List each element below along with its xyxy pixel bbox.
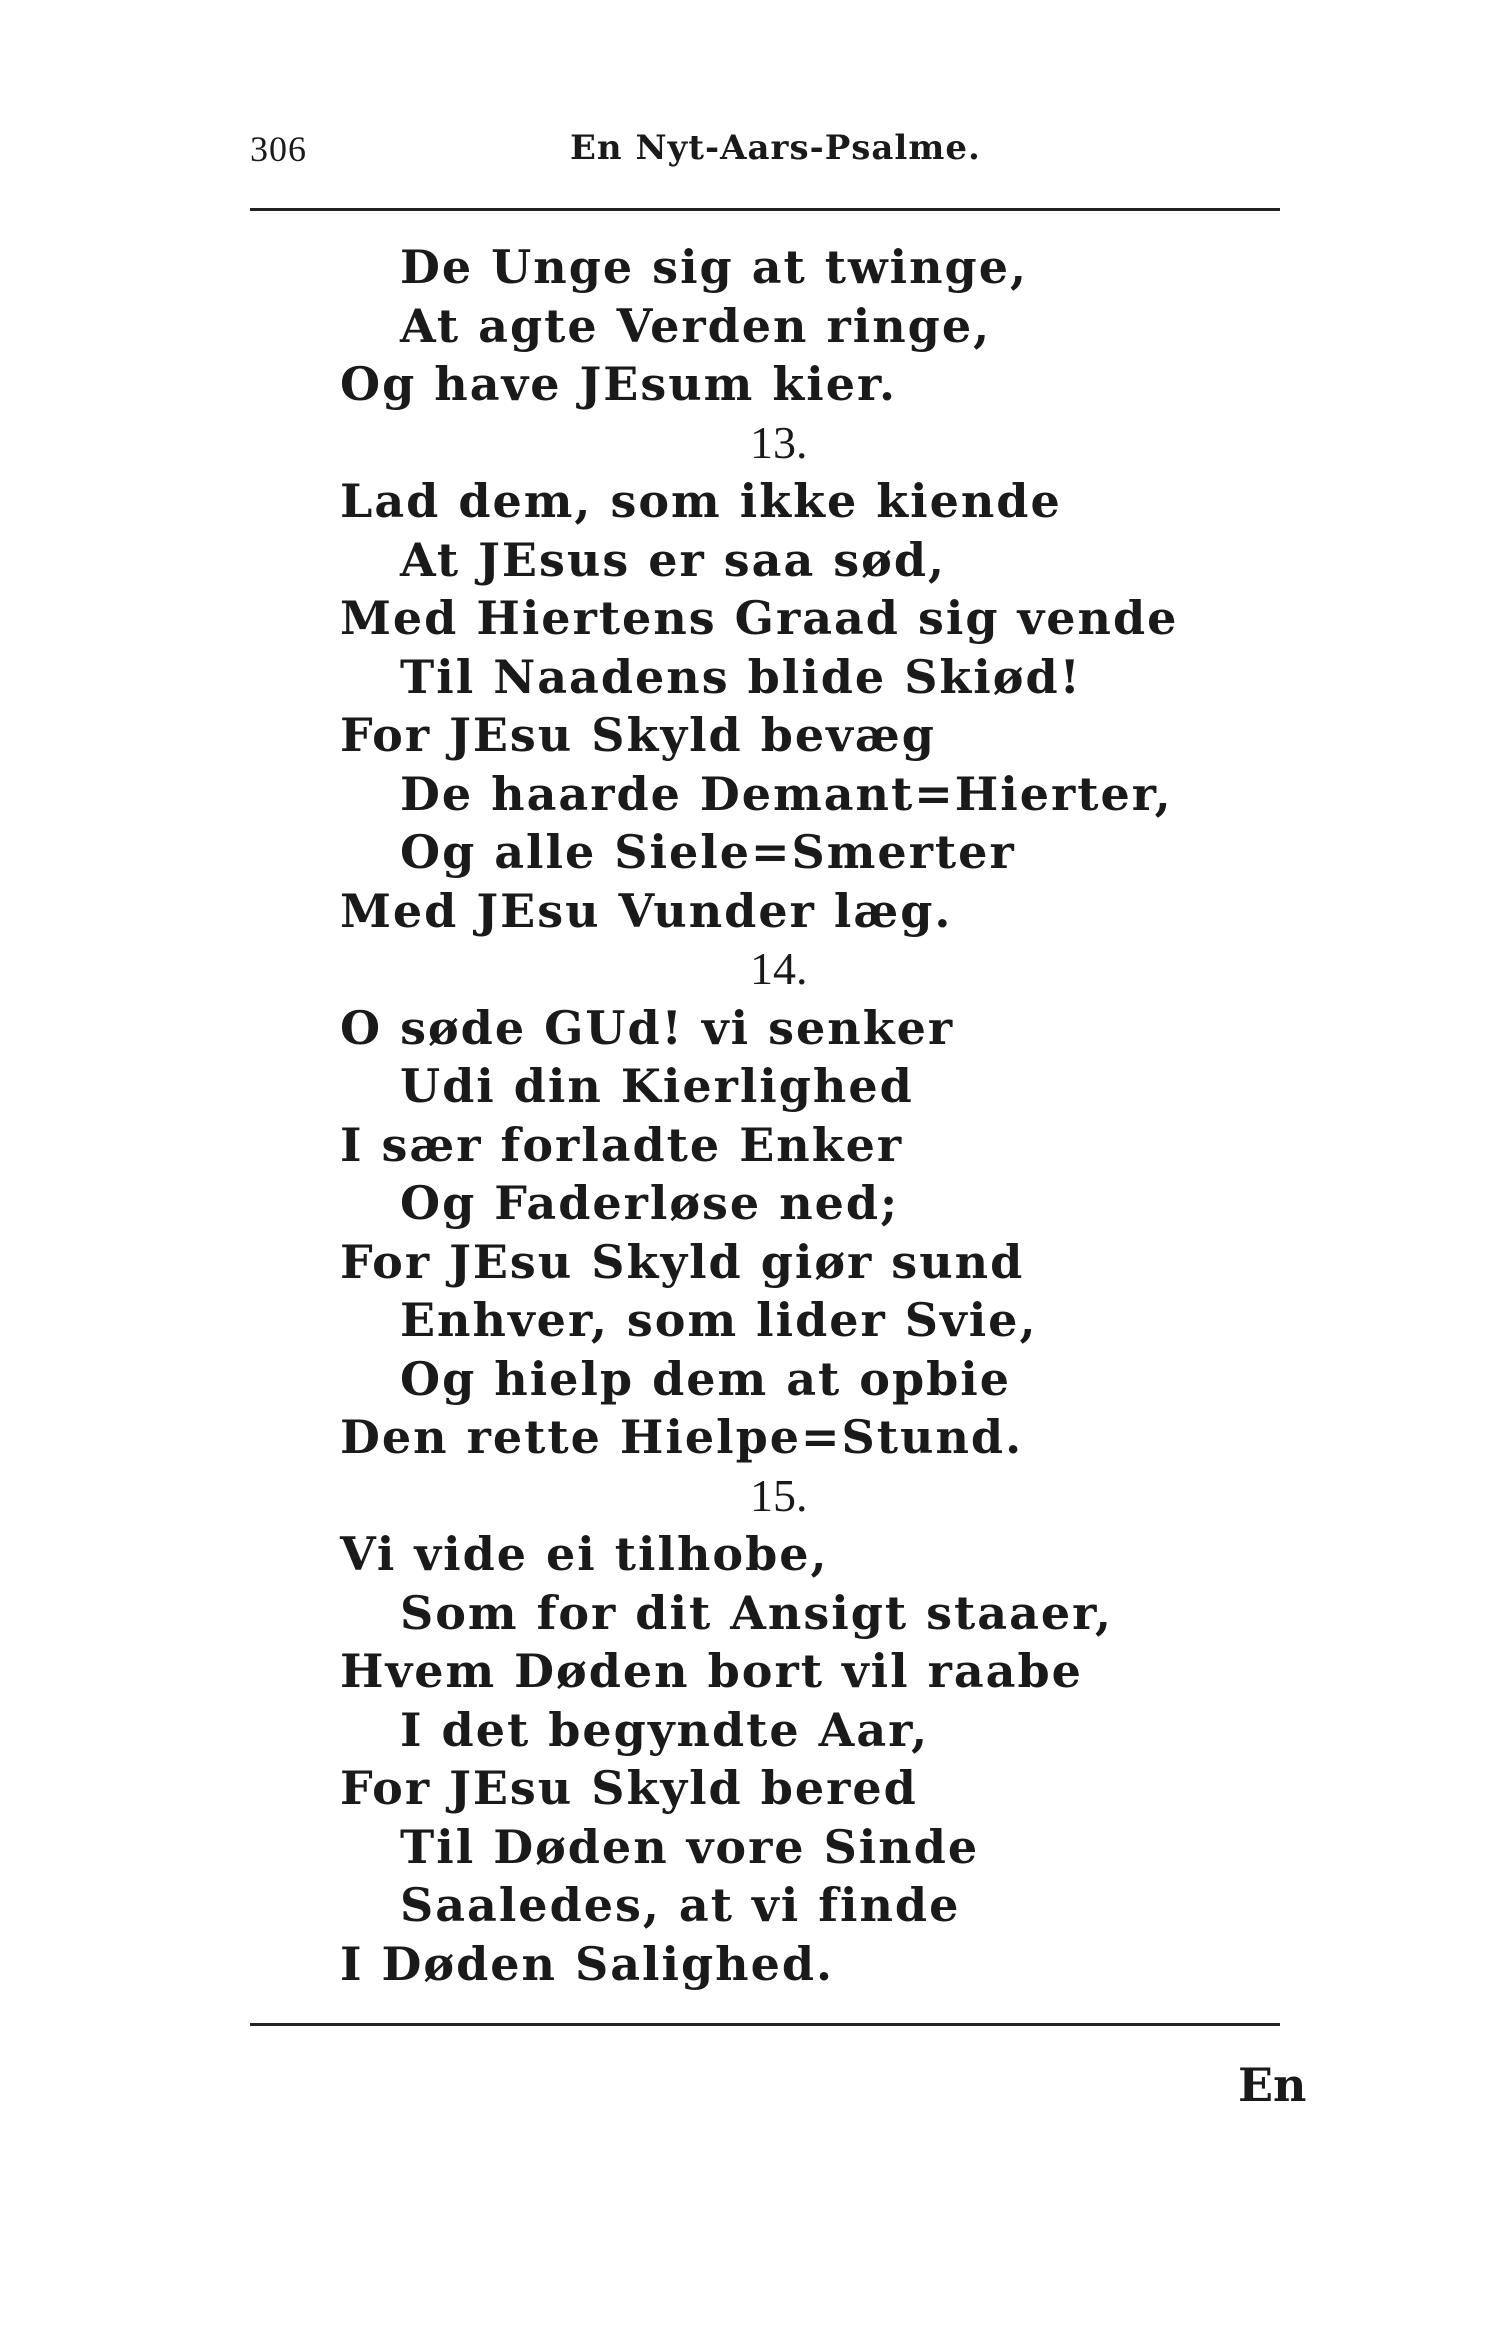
verse-line: For JEsu Skyld bevæg [340,708,936,762]
verse-line: De haarde Demant=Hierter, [400,766,1173,821]
verse-line: Lad dem, som ikke kiende [340,474,1062,528]
verse-line: Hvem Døden bort vil raabe [340,1644,1083,1698]
catchword: En [1238,2058,1307,2112]
verse-line: Og hielp dem at opbie [400,1351,1012,1406]
verse-line: Og alle Siele=Smerter [400,825,1016,879]
verse-line: Til Døden vore Sinde [400,1819,980,1874]
stanza-number: 14. [750,943,808,994]
verse-line: Med JEsu Vunder læg. [340,883,953,938]
verse-line: Vi vide ei tilhobe, [340,1527,829,1581]
running-title: En Nyt-Aars-Psalme. [570,128,981,168]
verse-line: O søde GUd! vi senker [340,1000,955,1055]
verse-line: Med Hiertens Graad sig vende [340,591,1179,645]
verse-line: Saaledes, at vi finde [400,1878,961,1932]
verse-line: For JEsu Skyld bered [340,1761,918,1815]
stanza-number: 15. [750,1469,808,1521]
verse-line: I sær forladte Enker [340,1117,904,1172]
verse-line: I Døden Salighed. [340,1936,835,1991]
footer-rule [250,2023,1280,2026]
verse-line: De Unge sig at twinge, [400,240,1029,294]
verse-line: Som for dit Ansigt staaer, [400,1585,1114,1640]
verse-line: Og have JEsum kier. [340,357,898,411]
verse-line: I det begyndte Aar, [400,1702,930,1757]
page-header [250,128,1280,188]
verse-line: Til Naadens blide Skiød! [400,649,1082,704]
verse-line: Og Faderløse ned; [400,1176,900,1230]
verse-line: Enhver, som lider Svie, [400,1293,1038,1347]
verse-line: Den rette Hielpe=Stund. [340,1410,1024,1464]
page-number: 306 [250,129,307,169]
header-rule [250,208,1280,211]
stanza-number: 13. [750,416,808,468]
verse-line: At agte Verden ringe, [400,298,992,353]
verse-line: At JEsus er saa sød, [400,532,947,587]
verse-line: Udi din Kierlighed [400,1059,914,1113]
verse-line: For JEsu Skyld giør sund [340,1234,1025,1289]
